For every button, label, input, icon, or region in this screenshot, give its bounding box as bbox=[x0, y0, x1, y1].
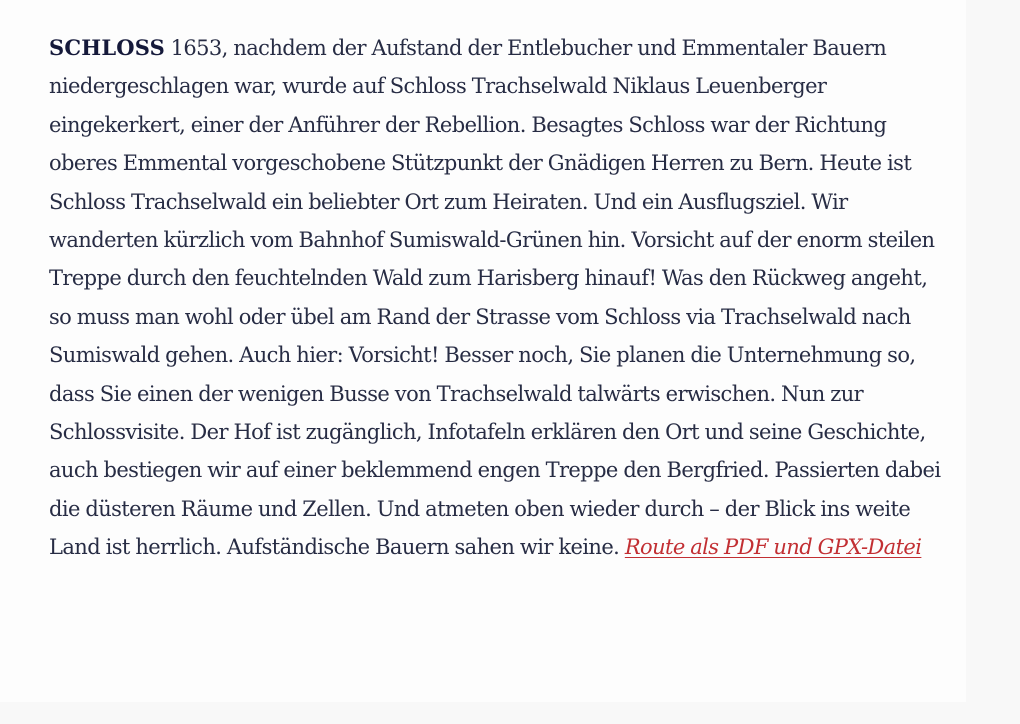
article-paragraph bbox=[49, 29, 954, 567]
article-kicker: SCHLOSS bbox=[49, 35, 166, 60]
article-body-text: 1653, nachdem der Aufstand der Entlebucher und Emmentaler Bauern niedergeschlagen war, wurde auf Schloss Trachselwald Niklaus Leuenberger eingekerkert, einer der Anführer der Rebellion. Besagtes Schloss war der Richtung oberes Emmental vorgeschobene Stützpunkt der Gnädigen Herren zu Bern. Heute ist Schloss Trachselwald ein beliebter Ort zum Heiraten. Und ein Ausflugsziel. Wir wanderten kürzlich vom Bahnhof Sumiswald-Grünen hin. Vorsicht auf der enorm steilen Treppe durch den feuchtelnden Wald zum Harisberg hinauf! Was den Rückweg angeht, so muss man wohl oder übel am Rand der Strasse vom Schloss via Trachselwald nach Sumiswald gehen. Auch hier: Vorsicht! Besser noch, Sie planen die Unternehmung so, dass Sie einen der wenigen Busse von Trachselwald talwärts erwischen. Nun zur Schlossvisite. Der Hof ist zugänglich, Infotafeln erklären den Ort und seine Geschichte, auch bestiegen wir auf einer beklemmend engen Treppe den Bergfried. Passierten dabei die düsteren Räume und Zellen. Und atmeten oben wieder durch – der Blick ins weite Land ist herrlich. Aufständische Bauern sahen wir keine. bbox=[49, 36, 941, 560]
route-download-link[interactable]: Route als PDF und GPX-Datei bbox=[624, 535, 922, 560]
